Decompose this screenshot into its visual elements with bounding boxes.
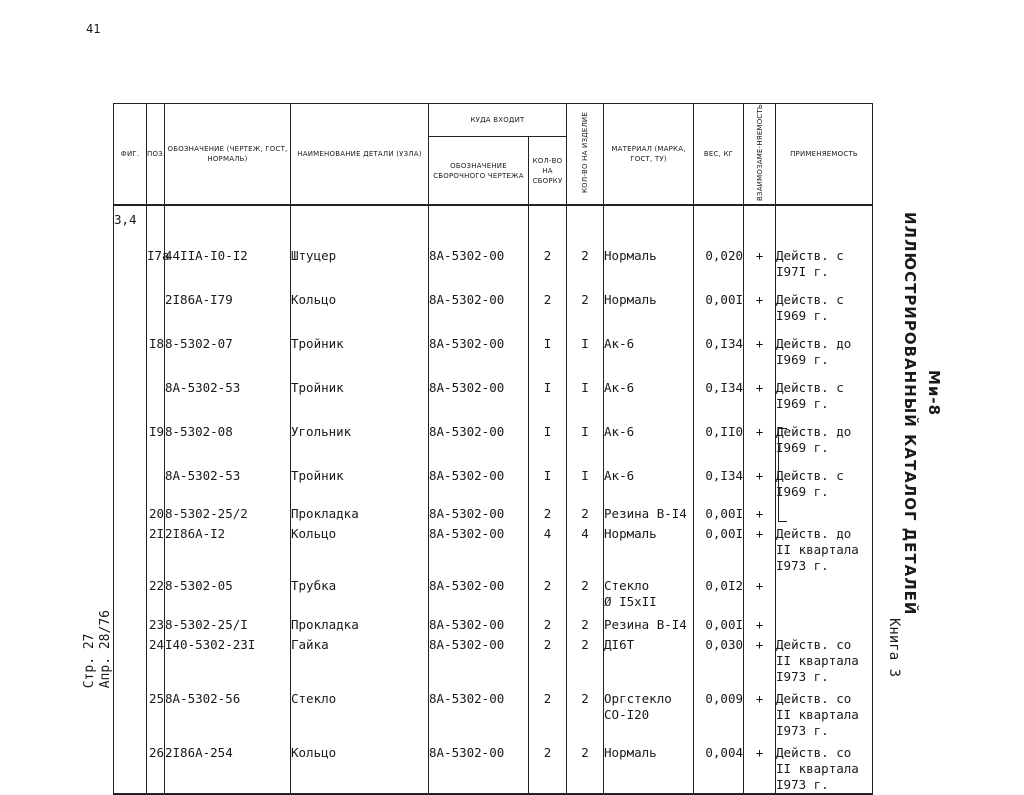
interchangeable: + [744, 522, 776, 574]
qty-item: 4 [567, 522, 604, 574]
table-row [114, 324, 873, 368]
part-name: Гайка [291, 633, 429, 685]
designation: 8A-5302-56 [165, 685, 291, 739]
col-name: НАИМЕНОВАНИЕ ДЕТАЛИ (УЗЛА) [291, 104, 429, 206]
table-row [114, 236, 873, 280]
fig-cell [114, 368, 147, 412]
designation: 8A-5302-53 [165, 368, 291, 412]
designation: 44IIA-I0-I2 [165, 236, 291, 280]
table-row [114, 685, 873, 739]
qty-assembly: I [529, 368, 567, 412]
part-name: Угольник [291, 412, 429, 456]
weight: 0,004 [694, 739, 744, 794]
part-name: Кольцо [291, 739, 429, 794]
col-interchangeability [744, 104, 776, 206]
part-name: Стекло [291, 685, 429, 739]
table-row [114, 500, 873, 522]
material: Резина В-I4 [604, 500, 694, 522]
qty-assembly: 2 [529, 500, 567, 522]
weight: 0,009 [694, 685, 744, 739]
fig-cell [114, 500, 147, 522]
weight: 0,00I [694, 522, 744, 574]
material: ДI6Т [604, 633, 694, 685]
table-body [114, 205, 873, 794]
qty-item: I [567, 368, 604, 412]
material: Нормаль [604, 522, 694, 574]
qty-item: 2 [567, 685, 604, 739]
page-label: Стр. 27 Апр. 28/76 [82, 610, 113, 689]
designation: 2I86A-254 [165, 739, 291, 794]
col-qty-assembly: КОЛ-ВО НА СБОРКУ [529, 137, 567, 205]
part-name: Трубка [291, 574, 429, 611]
applicability: Действ. с I969 г. [776, 456, 873, 500]
catalog-title: ИЛЛЮСТРИРОВАННЫЙ КАТАЛОГ ДЕТАЛЕЙ [901, 212, 919, 616]
designation: 8-5302-07 [165, 324, 291, 368]
fig-cell [114, 611, 147, 633]
interchangeable: + [744, 500, 776, 522]
qty-item: I [567, 324, 604, 368]
position [147, 456, 165, 500]
col-material: МАТЕРИАЛ (МАРКА, ГОСТ, ТУ) [604, 104, 694, 206]
assembly-drawing: 8A-5302-00 [429, 368, 529, 412]
assembly-drawing: 8A-5302-00 [429, 412, 529, 456]
fig-cell [114, 412, 147, 456]
table-row [114, 633, 873, 685]
interchangeable: + [744, 324, 776, 368]
position: I7a [147, 236, 165, 280]
interchangeable: + [744, 611, 776, 633]
interchangeable: + [744, 368, 776, 412]
fig-cell [114, 236, 147, 280]
applicability [776, 500, 873, 522]
assembly-drawing: 8A-5302-00 [429, 280, 529, 324]
applicability [776, 611, 873, 633]
qty-assembly: 2 [529, 236, 567, 280]
designation: 2I86A-I2 [165, 522, 291, 574]
position: I9 [147, 412, 165, 456]
col-qty-item-label: КОЛ-ВО НА ИЗДЕЛИЕ [581, 111, 590, 194]
material: Ак-6 [604, 412, 694, 456]
table-row [114, 280, 873, 324]
interchangeable: + [744, 456, 776, 500]
position [147, 280, 165, 324]
qty-assembly: 2 [529, 280, 567, 324]
table-row [114, 611, 873, 633]
fig-cell [114, 324, 147, 368]
assembly-drawing: 8A-5302-00 [429, 685, 529, 739]
assembly-drawing: 8A-5302-00 [429, 324, 529, 368]
col-weight: ВЕС, КГ [694, 104, 744, 206]
fig-cell [114, 633, 147, 685]
parts-table [113, 103, 873, 795]
part-name: Кольцо [291, 280, 429, 324]
applicability: Действ. с I969 г. [776, 368, 873, 412]
assembly-drawing: 8A-5302-00 [429, 633, 529, 685]
applicability: Действ. до I969 г. [776, 324, 873, 368]
interchangeable: + [744, 574, 776, 611]
weight: 0,030 [694, 633, 744, 685]
col-fig: ФИГ. [114, 104, 147, 206]
applicability: Действ. со II квартала I973 г. [776, 685, 873, 739]
fig-cell [114, 456, 147, 500]
table-row [114, 522, 873, 574]
col-interchangeability-label: ВЗАИМОЗАМЕ-НЯЕМОСТЬ [755, 104, 764, 201]
applicability-brace [778, 428, 787, 522]
position: 24 [147, 633, 165, 685]
position: 25 [147, 685, 165, 739]
weight: 0,II0 [694, 412, 744, 456]
material: Стекло Ø I5xII [604, 574, 694, 611]
position: 26 [147, 739, 165, 794]
interchangeable: + [744, 739, 776, 794]
helicopter-model: Ми-8 [925, 370, 943, 417]
col-designation: ОБОЗНАЧЕНИЕ (ЧЕРТЕЖ, ГОСТ, НОРМАЛЬ) [165, 104, 291, 206]
material: Ак-6 [604, 368, 694, 412]
applicability: Действ. с I969 г. [776, 280, 873, 324]
fig-cell [114, 685, 147, 739]
part-name: Прокладка [291, 500, 429, 522]
assembly-drawing: 8A-5302-00 [429, 456, 529, 500]
weight: 0,I34 [694, 456, 744, 500]
qty-item: 2 [567, 633, 604, 685]
qty-assembly: I [529, 324, 567, 368]
interchangeable: + [744, 633, 776, 685]
interchangeable: + [744, 280, 776, 324]
designation: I40-5302-23I [165, 633, 291, 685]
fig-cell [114, 574, 147, 611]
assembly-drawing: 8A-5302-00 [429, 522, 529, 574]
position: I8 [147, 324, 165, 368]
interchangeable: + [744, 685, 776, 739]
designation: 8-5302-25/2 [165, 500, 291, 522]
qty-assembly: I [529, 456, 567, 500]
qty-assembly: 2 [529, 685, 567, 739]
part-name: Тройник [291, 456, 429, 500]
designation: 8-5302-05 [165, 574, 291, 611]
qty-item: I [567, 412, 604, 456]
interchangeable: + [744, 236, 776, 280]
col-pos: ПОЗ. [147, 104, 165, 206]
applicability: Действ. до I969 г. [776, 412, 873, 456]
qty-assembly: I [529, 412, 567, 456]
assembly-drawing: 8A-5302-00 [429, 500, 529, 522]
part-name: Прокладка [291, 611, 429, 633]
qty-assembly: 2 [529, 611, 567, 633]
part-name: Штуцер [291, 236, 429, 280]
assembly-drawing: 8A-5302-00 [429, 574, 529, 611]
material: Оргстекло СО-I20 [604, 685, 694, 739]
position: 2I [147, 522, 165, 574]
weight: 0,I34 [694, 324, 744, 368]
table-row [114, 574, 873, 611]
weight: 0,020 [694, 236, 744, 280]
part-name: Тройник [291, 324, 429, 368]
figure-group: 3,4 [114, 205, 147, 236]
qty-item: 2 [567, 500, 604, 522]
assembly-drawing: 8A-5302-00 [429, 611, 529, 633]
position [147, 368, 165, 412]
position: 23 [147, 611, 165, 633]
designation: 8-5302-08 [165, 412, 291, 456]
assembly-drawing: 8A-5302-00 [429, 236, 529, 280]
table-row [114, 456, 873, 500]
weight: 0,I34 [694, 368, 744, 412]
fig-cell [114, 522, 147, 574]
qty-item: 2 [567, 739, 604, 794]
fig-cell [114, 739, 147, 794]
fig-cell [114, 280, 147, 324]
qty-item: 2 [567, 280, 604, 324]
qty-assembly: 2 [529, 574, 567, 611]
assembly-drawing: 8A-5302-00 [429, 739, 529, 794]
position: 22 [147, 574, 165, 611]
qty-assembly: 4 [529, 522, 567, 574]
table-row [114, 368, 873, 412]
table-header [114, 104, 873, 206]
col-assembly-drawing: ОБОЗНАЧЕНИЕ СБОРОЧНОГО ЧЕРТЕЖА [429, 137, 529, 205]
corner-mark: 41 [86, 22, 101, 36]
weight: 0,00I [694, 611, 744, 633]
material: Нормаль [604, 739, 694, 794]
material: Нормаль [604, 236, 694, 280]
applicability: Действ. со II квартала I973 г. [776, 633, 873, 685]
applicability: Действ. со II квартала I973 г. [776, 739, 873, 794]
table-row [114, 412, 873, 456]
figure-group-row [114, 205, 873, 236]
weight: 0,00I [694, 280, 744, 324]
table-row [114, 739, 873, 794]
part-name: Кольцо [291, 522, 429, 574]
designation: 8-5302-25/I [165, 611, 291, 633]
material: Нормаль [604, 280, 694, 324]
material: Резина В-I4 [604, 611, 694, 633]
material: Ак-6 [604, 324, 694, 368]
weight: 0,00I [694, 500, 744, 522]
qty-item: 2 [567, 236, 604, 280]
col-qty-item [567, 104, 604, 206]
applicability: Действ. с I97I г. [776, 236, 873, 280]
applicability [776, 574, 873, 611]
book-label: Книга 3 [886, 618, 902, 678]
qty-assembly: 2 [529, 633, 567, 685]
designation: 8A-5302-53 [165, 456, 291, 500]
qty-item: I [567, 456, 604, 500]
interchangeable: + [744, 412, 776, 456]
material: Ак-6 [604, 456, 694, 500]
qty-assembly: 2 [529, 739, 567, 794]
qty-item: 2 [567, 611, 604, 633]
part-name: Тройник [291, 368, 429, 412]
applicability: Действ. до II квартала I973 г. [776, 522, 873, 574]
position: 20 [147, 500, 165, 522]
weight: 0,0I2 [694, 574, 744, 611]
col-applicability: ПРИМЕНЯЕМОСТЬ [776, 104, 873, 206]
qty-item: 2 [567, 574, 604, 611]
col-where-used: КУДА ВХОДИТ [429, 104, 567, 137]
designation: 2I86A-I79 [165, 280, 291, 324]
